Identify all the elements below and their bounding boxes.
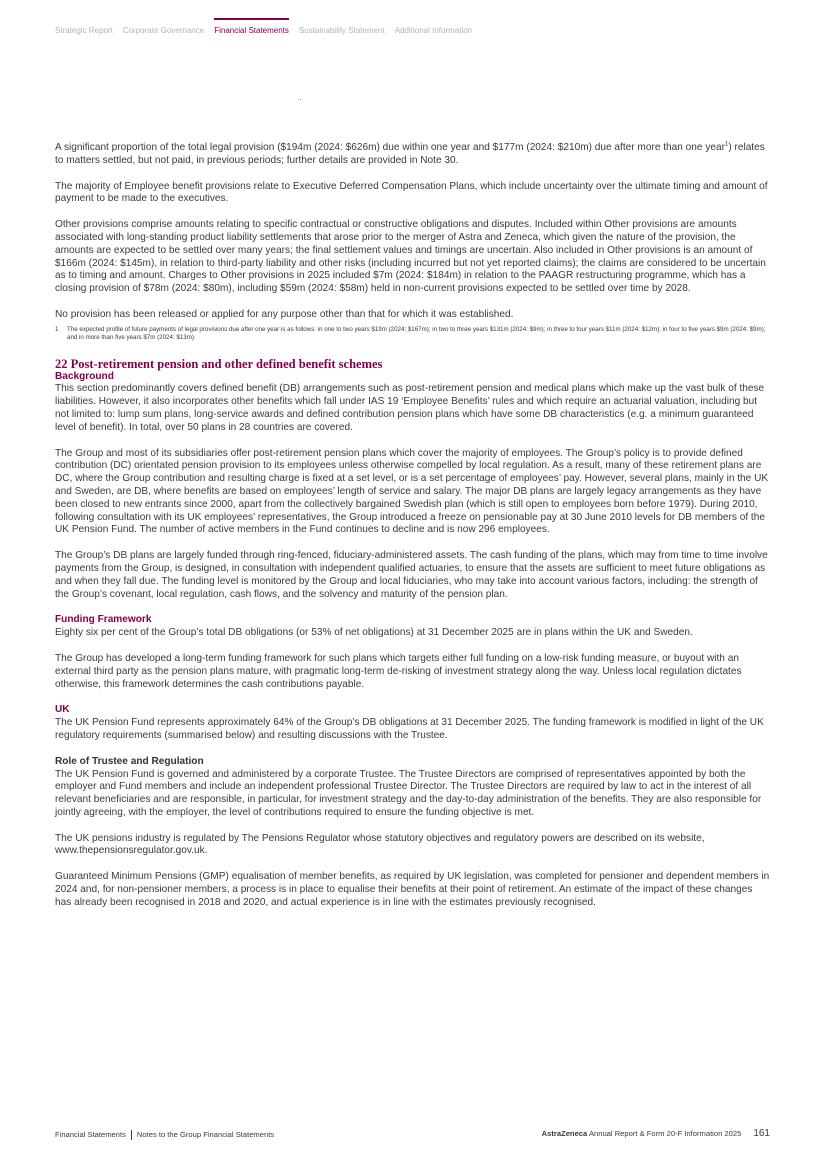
paragraph-no-provision: No provision has been released or applied for any purpose other than that for which it was established.	[55, 308, 514, 320]
funding-framework-heading: Funding Framework	[55, 614, 152, 626]
top-navigation	[55, 18, 472, 35]
footnote-mark: 1	[55, 325, 59, 333]
background-heading: Background	[55, 370, 114, 382]
footer-report-info	[542, 1128, 770, 1139]
footer-breadcrumb	[55, 1130, 274, 1140]
paragraph-legal-provision	[55, 142, 771, 168]
footnote-ref[interactable]: 1	[724, 141, 729, 148]
funding-paragraph-1: Eighty six per cent of the Group’s total DB obligations (or 53% of net obligations) at 31 December 2025 are in plans within the UK and Sweden.	[55, 627, 693, 639]
nav-strategic-report[interactable]: Strategic Report	[55, 26, 113, 35]
legal-text-post: ) relates to matters settled, but not paid, in previous periods; further details are provided in Note 30.	[55, 142, 765, 166]
footer-divider	[131, 1130, 132, 1140]
trustee-heading: Role of Trustee and Regulation	[55, 755, 204, 767]
trustee-paragraph-1: The UK Pension Fund is governed and administered by a corporate Trustee. The Trustee Directors are comprised of representatives appointed by both the employer and Fund members and include an independent professional Trustee Director. The Trustee Directors are required by law to act in the interest of all relevant beneficiaries and are responsible, in particular, for investment strategy and the day-to-day administration of the benefits. They are also responsible for jointly agreeing, with the employer, the level of contributions required to ensure the funding objective is met.	[55, 768, 762, 818]
nav-financial-statements[interactable]: Financial Statements	[214, 18, 289, 35]
legal-text-pre: A significant proportion of the total legal provision ($194m (2024: $626m) due within one year and $177m (2024: $210m) due after more than one year	[55, 142, 725, 153]
trustee-paragraph-3: Guaranteed Minimum Pensions (GMP) equalisation of member benefits, as required by UK legislation, was completed for pensioner and dependent members in 2024 and, for non-pensioner members, a process is in place to equalise their benefits at their point of retirement. An estimate of the impact of these changes has already been recognised in 2018 and 2020, and actual experience is in line with the estimates previously recognised.	[55, 871, 770, 908]
nav-corporate-governance[interactable]: Corporate Governance	[122, 26, 205, 35]
footer-section[interactable]: Financial Statements	[55, 1130, 126, 1139]
footer-subsection[interactable]: Notes to the Group Financial Statements	[136, 1130, 275, 1139]
footnote-text: The expected profile of future payments of legal provisions due after one year is as follows: in one to two years $19m (2024: $167m); in two to three years $131m (2024: $9m); in three to four years $11m (2024: $12m); in four to five years $9m (2024: $9m); and in more than five years $7m (2024: $13m).	[67, 325, 766, 342]
uk-paragraph: The UK Pension Fund represents approximately 64% of the Group’s DB obligations at 31 December 2025. The funding framework is modified in light of the UK regulatory requirements (summarised below) and resulting discussions with the Trustee.	[55, 717, 764, 741]
stray-dot	[300, 99, 301, 100]
main-content	[55, 142, 771, 923]
section-heading: 22 Post-retirement pension and other defined benefit schemes	[55, 356, 383, 371]
background-paragraph-2: The Group and most of its subsidiaries offer post-retirement pension plans which cover the majority of employees. The Group’s policy is to provide defined contribution (DC) orientated pension provision to its employees unless otherwise compelled by local regulation. As a result, many of these retirement plans are DC, where the Group contribution and resulting charge is fixed at a set level, or is a set percentage of employees’ pay. However, several plans, mainly in the UK and Sweden, are DB, where benefits are based on employees’ length of service and salary. The major DB plans are largely legacy arrangements as they have been closed to new entrants since 2000, apart from the collectively bargained Swedish plan (which is still open to employees born before 1979). During 2010, following consultation with its UK employees’ representatives, the Group introduced a freeze on pensionable pay at 30 June 2010 levels for DB members of the UK Pension Fund. The number of active members in the Fund continues to decline and is now 296 employees.	[55, 447, 769, 536]
nav-additional-information[interactable]: Additional Information	[394, 26, 473, 35]
background-paragraph-3: The Group’s DB plans are largely funded through ring-fenced, fiduciary-administered assets. The cash funding of the plans, which may from time to time involve payments from the Group, is designed, in consultation with independent qualified actuaries, to ensure that the assets are sufficient to meet future obligations as and when they fall due. The funding level is monitored by the Group and local fiduciaries, who may take into account various factors, including: the strength of the Group’s covenant, local regulation, cash flows, and the solvency and maturity of the pension plan.	[55, 550, 768, 600]
footer-brand: AstraZeneca	[541, 1129, 588, 1138]
funding-paragraph-2: The Group has developed a long-term funding framework for such plans which targets either full funding on a low-risk funding measure, or buyout with an external third party as the pension plans mature, with pragmatic long-term de-risking of investment strategy along the way. Unless local regulation dictates otherwise, this framework determines the cash contributions payable.	[55, 652, 742, 690]
uk-heading: UK	[55, 704, 70, 716]
page-number: 161	[753, 1128, 770, 1139]
footnote	[55, 326, 771, 343]
background-paragraph-1: This section predominantly covers defined benefit (DB) arrangements such as post-retirement pension and medical plans which make up the vast bulk of these liabilities. However, it also incorporates other benefits which fall under IAS 19 ‘Employee Benefits’ rules and which require an actuarial valuation, including but not limited to: lump sum plans, long-service awards and defined contribution pension plans which have some DB characteristics (e.g. a minimum guaranteed level of benefit). In total, over 50 plans in 28 countries are covered.	[55, 383, 765, 433]
paragraph-employee-benefit: The majority of Employee benefit provisions relate to Executive Deferred Compensation Plans, which include uncertainty over the ultimate timing and amount of payment to be made to the executives.	[55, 180, 768, 205]
footer-report-title: Annual Report & Form 20-F Information 2025	[587, 1129, 742, 1138]
trustee-paragraph-2: The UK pensions industry is regulated by The Pensions Regulator whose statutory objectives and regulatory powers are described on its website, www.thepensionsregulator.gov.uk.	[55, 832, 705, 857]
nav-sustainability-statement[interactable]: Sustainability Statement	[298, 26, 385, 35]
paragraph-other-provisions: Other provisions comprise amounts relating to specific contractual or constructive obligations and disputes. Included within Other provisions are amounts associated with long-standing product liability settlements that arose prior to the merger of Astra and Zeneca, which given the nature of the provision, the amounts are expected to be settled over many years; the final settlement values and timings are uncertain. Also included in Other provisions is an amount of $166m (2024: $145m), in relation to third-party liability and other risks (including incurred but not yet reported claims); the claims are considered to be uncertain as to timing and amount. Charges to Other provisions in 2025 included $7m (2024: $184m) in relation to the PAAGR restructuring programme, which has a closing provision of $78m (2024: $80m), including $59m (2024: $58m) held in non-current provisions expected to be settled over time by 2028.	[55, 219, 766, 295]
